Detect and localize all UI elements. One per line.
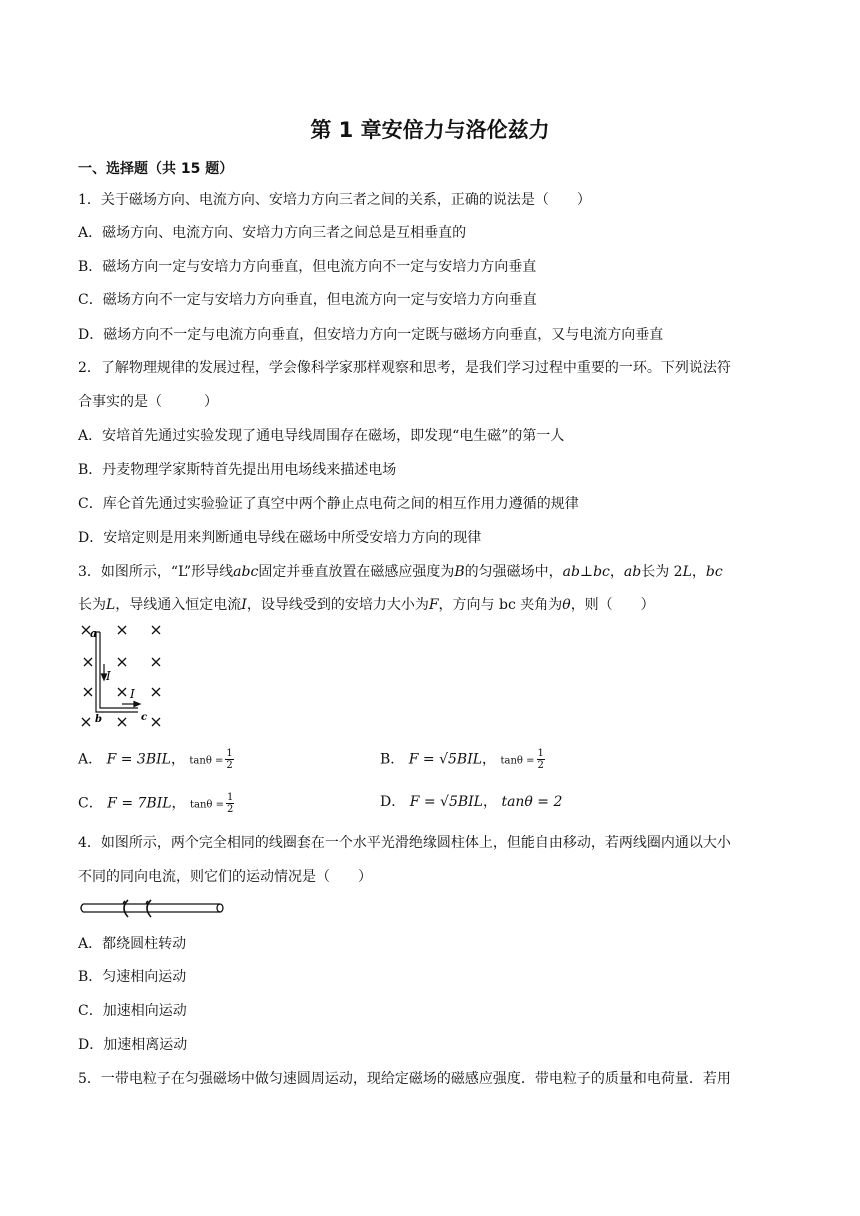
q2-option-b[interactable]: B．丹麦物理学家斯特首先提出用电场线来描述电场 xyxy=(78,462,397,478)
cylinder xyxy=(81,904,223,912)
q1-option-c[interactable]: C．磁场方向不一定与安培力方向垂直，但电流方向一定与安培力方向垂直 xyxy=(78,292,537,308)
q4-option-d[interactable]: D．加速相离运动 xyxy=(78,1037,188,1053)
q1-stem: 1．关于磁场方向、电流方向、安培力方向三者之间的关系，正确的说法是（ ） xyxy=(78,192,591,208)
q3-figure-l-wire xyxy=(78,622,170,732)
page-title: 第 1 章安倍力与洛伦兹力 xyxy=(310,118,550,142)
q1-option-d[interactable]: D．磁场方向不一定与电流方向垂直，但安培力方向一定既与磁场方向垂直，又与电流方向垂直 xyxy=(78,327,664,343)
label-a: a xyxy=(90,627,98,640)
q2-option-d[interactable]: D．安培定则是用来判断通电导线在磁场中所受安培力方向的现律 xyxy=(78,530,482,546)
magnetic-field-crosses xyxy=(82,626,160,726)
q1-option-b[interactable]: B．磁场方向一定与安培力方向垂直，但电流方向不一定与安培力方向垂直 xyxy=(78,259,537,275)
q2-option-c[interactable]: C．库仑首先通过实验验证了真空中两个静止点电荷之间的相互作用力遵循的规律 xyxy=(78,496,579,512)
label-c: c xyxy=(141,712,148,723)
q4-stem-line1: 4．如图所示，两个完全相同的线圈套在一个水平光滑绝缘圆柱体上，但能自由移动，若两线圈内通以大小 xyxy=(78,835,731,851)
q4-option-c[interactable]: C．加速相向运动 xyxy=(78,1003,187,1019)
q2-stem-line2: 合事实的是（ ） xyxy=(78,394,218,410)
q3-option-d[interactable]: D． F = √5BIL， tanθ = 2 xyxy=(380,794,563,810)
q4-figure-cylinder-coils xyxy=(78,898,228,920)
coils xyxy=(124,900,152,917)
label-i-vertical: I xyxy=(106,669,111,683)
label-i-horizontal: I xyxy=(130,687,135,701)
label-b: b xyxy=(95,714,102,725)
q4-stem-line2: 不同的同向电流，则它们的运动情况是（ ） xyxy=(78,869,372,885)
q3-option-c[interactable]: C． F = 7BIL， tanθ = $\frac{1}{2}$ xyxy=(78,792,234,815)
q1-option-a[interactable]: A．磁场方向、电流方向、安培力方向三者之间总是互相垂直的 xyxy=(78,225,467,241)
q3-option-b[interactable]: B． F = √5BIL， tanθ = $\frac{1}{2}$ xyxy=(380,748,544,771)
q4-option-a[interactable]: A．都绕圆柱转动 xyxy=(78,936,187,952)
q3-stem-line2: 长为L，导线通入恒定电流I，设导线受到的安培力大小为F，方向与 bc 夹角为θ，则（ ） xyxy=(78,597,655,613)
q3-stem-line1: 3．如图所示，“L”形导线abc固定并垂直放置在磁感应强度为B的匀强磁场中，ab⊥bc，ab长为 2L，bc xyxy=(78,564,723,580)
q2-option-a[interactable]: A．安培首先通过实验发现了通电导线周围存在磁场，即发现“电生磁”的第一人 xyxy=(78,428,565,444)
q3-option-a[interactable]: A． F = 3BIL， tanθ = $\frac{1}{2}$ xyxy=(78,748,233,771)
section-heading: 一、选择题（共 15 题） xyxy=(78,161,234,177)
q4-option-b[interactable]: B．匀速相向运动 xyxy=(78,969,187,985)
q5-stem-line1: 5．一带电粒子在匀强磁场中做匀速圆周运动，现给定磁场的磁感应强度．带电粒子的质量和电荷量．若用 xyxy=(78,1071,731,1087)
q2-stem-line1: 2．了解物理规律的发展过程，学会像科学家那样观察和思考，是我们学习过程中重要的一环。下列说法符 xyxy=(78,360,731,376)
